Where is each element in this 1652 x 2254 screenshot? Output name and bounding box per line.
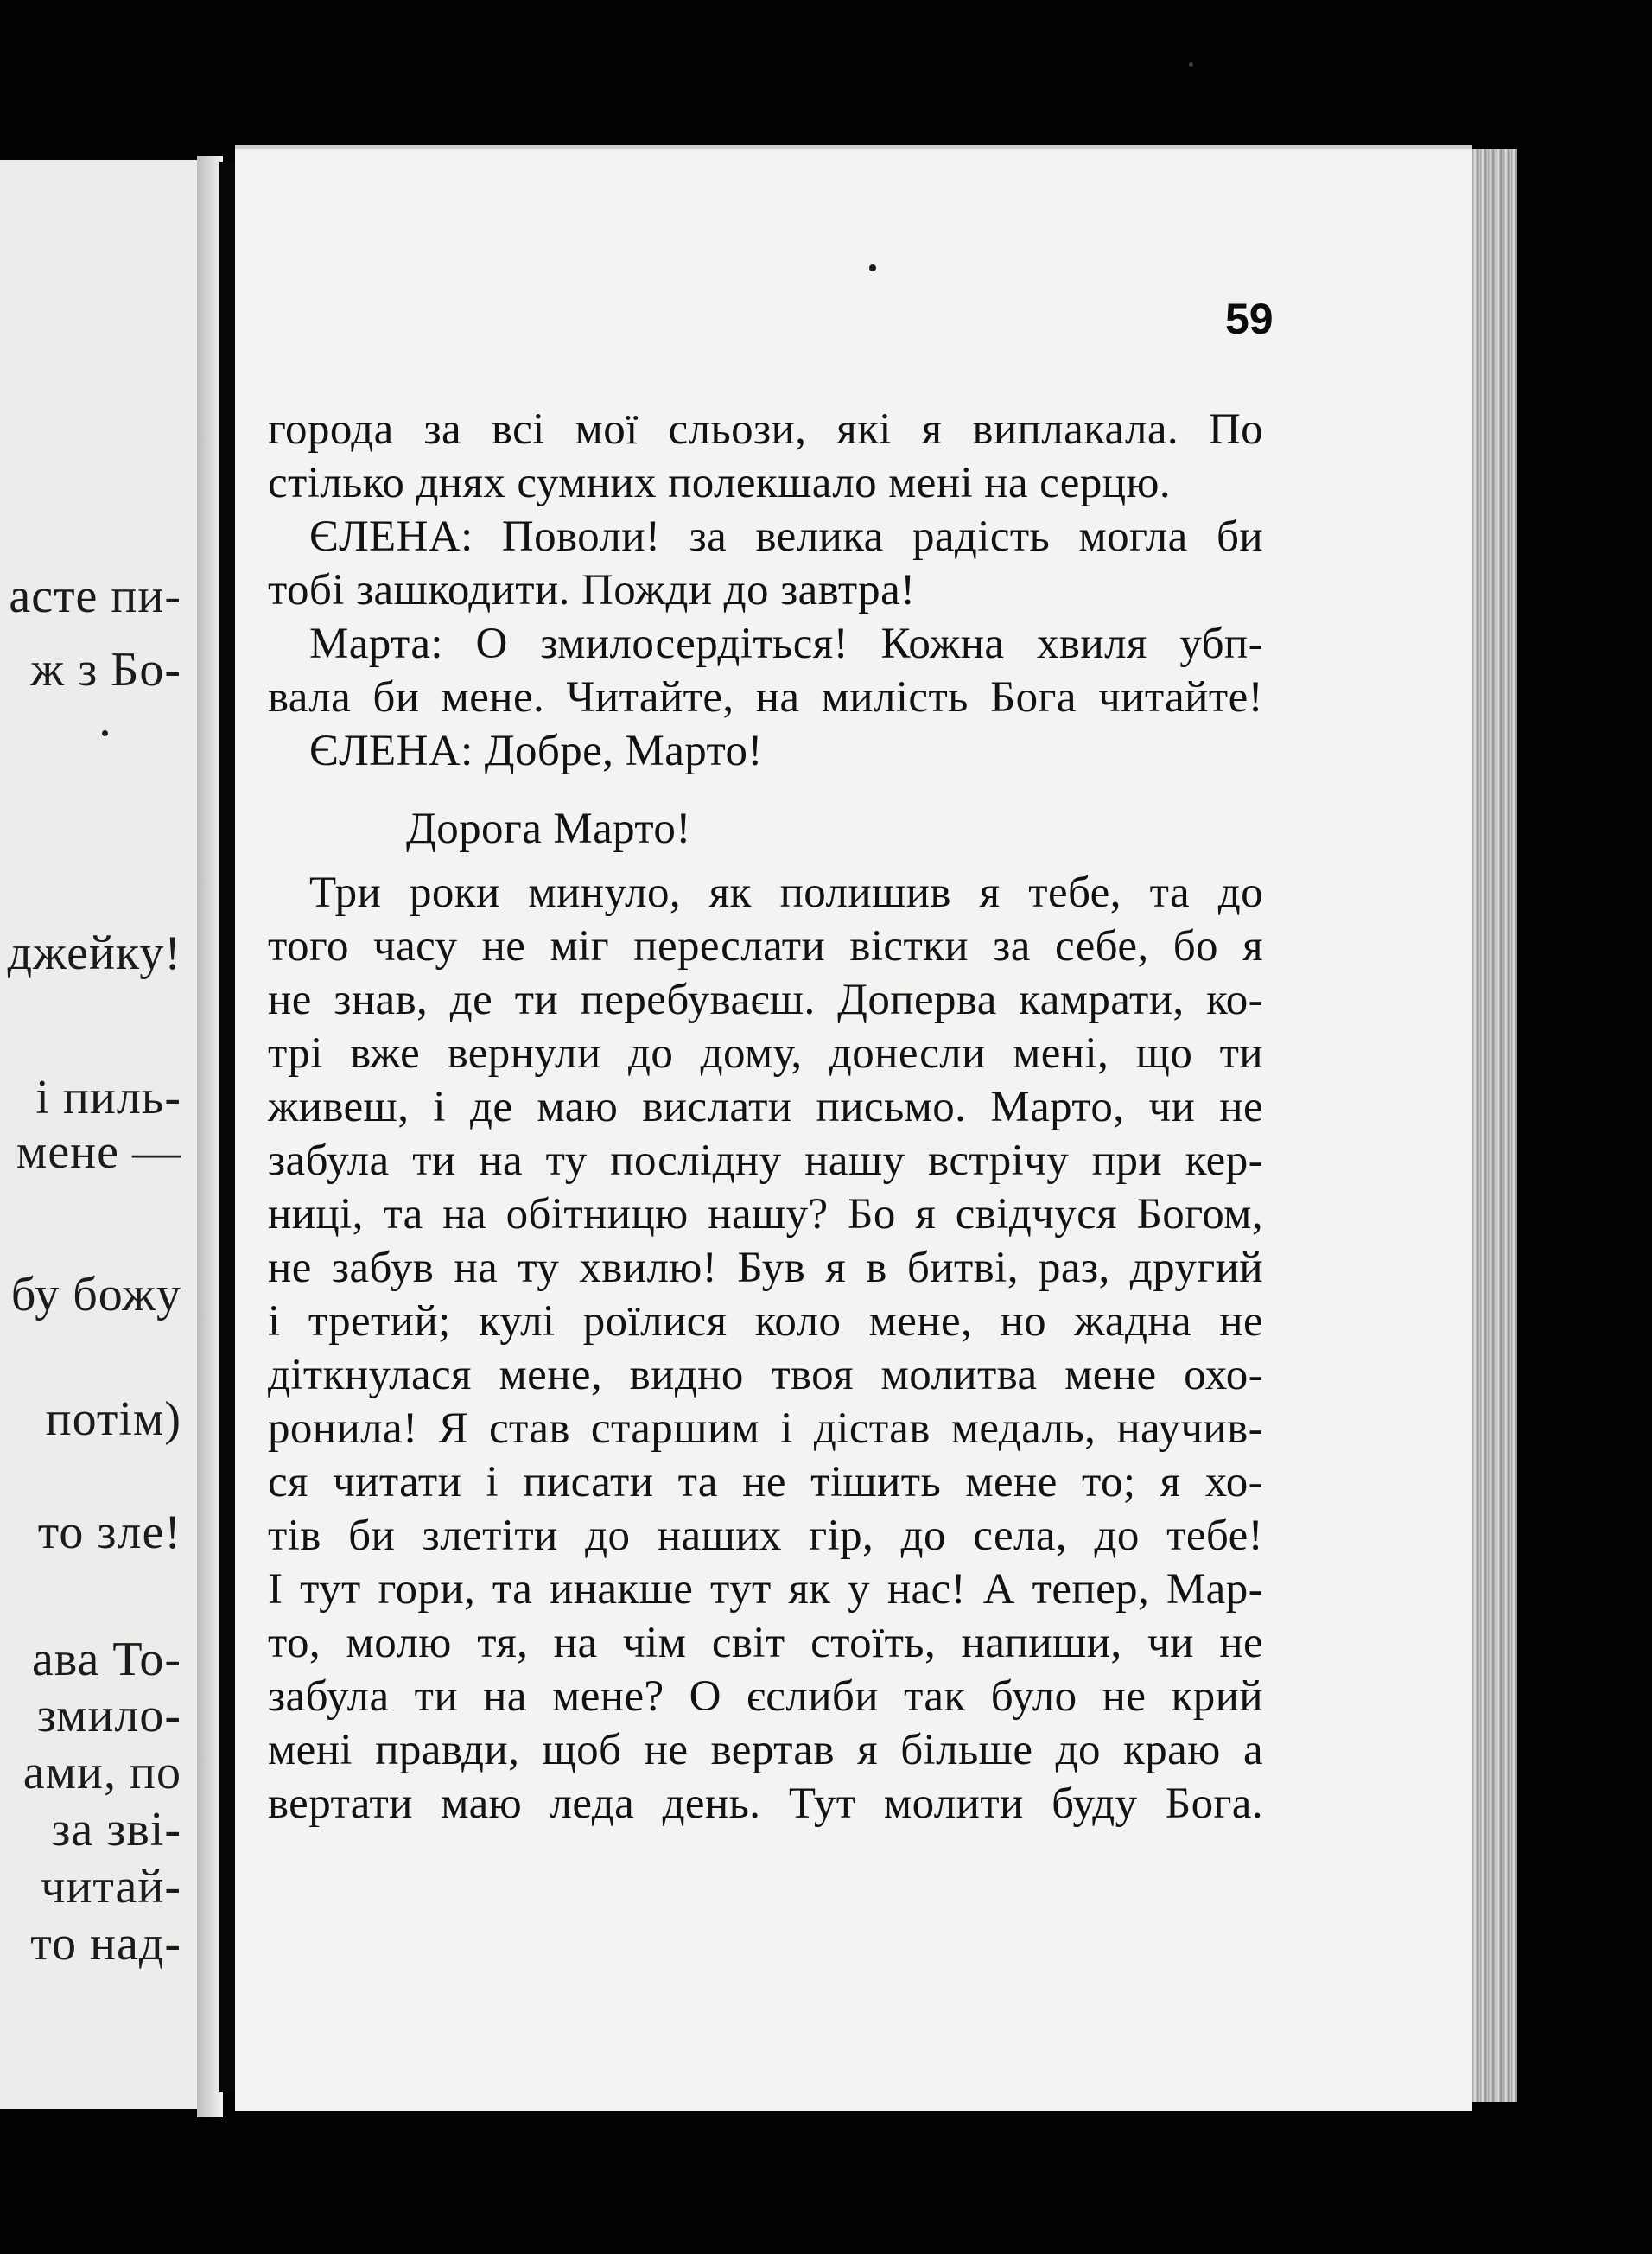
- left-page-fragment: [0, 160, 197, 2109]
- text-line: стілько днях сумних полекшало мені на серцю.: [268, 459, 1172, 507]
- text-line: ЄЛЕНА: Поволи! за велика радість могла би: [309, 513, 1263, 561]
- text-line: Дорога Марто!: [406, 805, 691, 853]
- book-spine: [219, 162, 237, 2092]
- left-line: за зві-: [51, 1803, 181, 1856]
- text-line: ниці, та на обітницю нашу? Бо я свідчуся Богом,: [268, 1190, 1263, 1238]
- page-text: [268, 403, 1263, 1831]
- text-line: тобі зашкодити. Пожди до завтра!: [268, 566, 916, 614]
- text-line: вала би мене. Читайте, на милість Бога читайте!: [268, 673, 1263, 722]
- text-line: мені правди, щоб не вертав я більше до краю а: [268, 1726, 1263, 1774]
- text-line: Марта: О змилосердіться! Кожна хвиля убп-: [309, 620, 1263, 668]
- text-line: города за всі мої сльози, які я виплакала. По: [268, 405, 1263, 454]
- left-line: потім): [45, 1392, 181, 1446]
- text-line: того часу не міг переслати вістки за себе, бо я: [268, 922, 1263, 971]
- text-line: і третий; кулі роїлися коло мене, но жадна не: [268, 1297, 1263, 1346]
- text-line: забула ти на мене? О єслиби так було не крий: [268, 1672, 1263, 1721]
- text-line: трі вже вернули до дому, донесли мені, що ти: [268, 1029, 1263, 1078]
- text-line: не забув на ту хвилю! Був я в битві, раз, другий: [268, 1244, 1263, 1292]
- left-line: ами, по: [22, 1746, 181, 1799]
- left-line: змило-: [36, 1689, 181, 1742]
- text-line: то, молю тя, на чім світ стоїть, напиши, чи не: [268, 1619, 1263, 1667]
- left-line: то над-: [30, 1917, 181, 1971]
- text-line: тів би злетіти до наших гір, до села, до тебе!: [268, 1512, 1263, 1560]
- left-line: і пиль-: [35, 1071, 181, 1124]
- left-line: бу божу: [10, 1268, 181, 1321]
- text-line: забула ти на ту послідну нашу встрічу при кер-: [268, 1137, 1263, 1185]
- text-line: Три роки минуло, як полишив я тебе, та до: [309, 869, 1263, 917]
- left-line: ж з Бо-: [30, 643, 181, 697]
- left-line: ава То-: [31, 1633, 181, 1686]
- left-line: джейку!: [7, 926, 181, 980]
- left-line: то зле!: [37, 1506, 181, 1559]
- text-line: вертати маю леда день. Тут молити буду Бога.: [268, 1780, 1263, 1828]
- text-line: ся читати і писати та не тішить мене то; я хо-: [268, 1458, 1263, 1506]
- text-line: ЄЛЕНА: Добре, Марто!: [309, 727, 763, 775]
- text-line: ронила! Я став старшим і дістав медаль, научив-: [268, 1404, 1263, 1453]
- scan-speck: [869, 264, 876, 271]
- text-line: І тут гори, та инакше тут як у нас! А тепер, Мар-: [268, 1565, 1263, 1614]
- text-line: живеш, і де маю вислати письмо. Марто, чи не: [268, 1083, 1263, 1131]
- left-line: асте пи-: [9, 570, 181, 623]
- text-line: не знав, де ти перебуваєш. Доперва камрати, ко-: [268, 976, 1263, 1024]
- text-line: діткнулася мене, видно твоя молитва мене охо-: [268, 1351, 1263, 1399]
- page-number: 59: [1225, 295, 1274, 343]
- left-line: мене —: [16, 1125, 181, 1179]
- scan-speck: [1189, 62, 1193, 67]
- page-edge: [1472, 149, 1517, 2102]
- left-line: читай-: [41, 1860, 181, 1913]
- scan-speck: [102, 730, 108, 736]
